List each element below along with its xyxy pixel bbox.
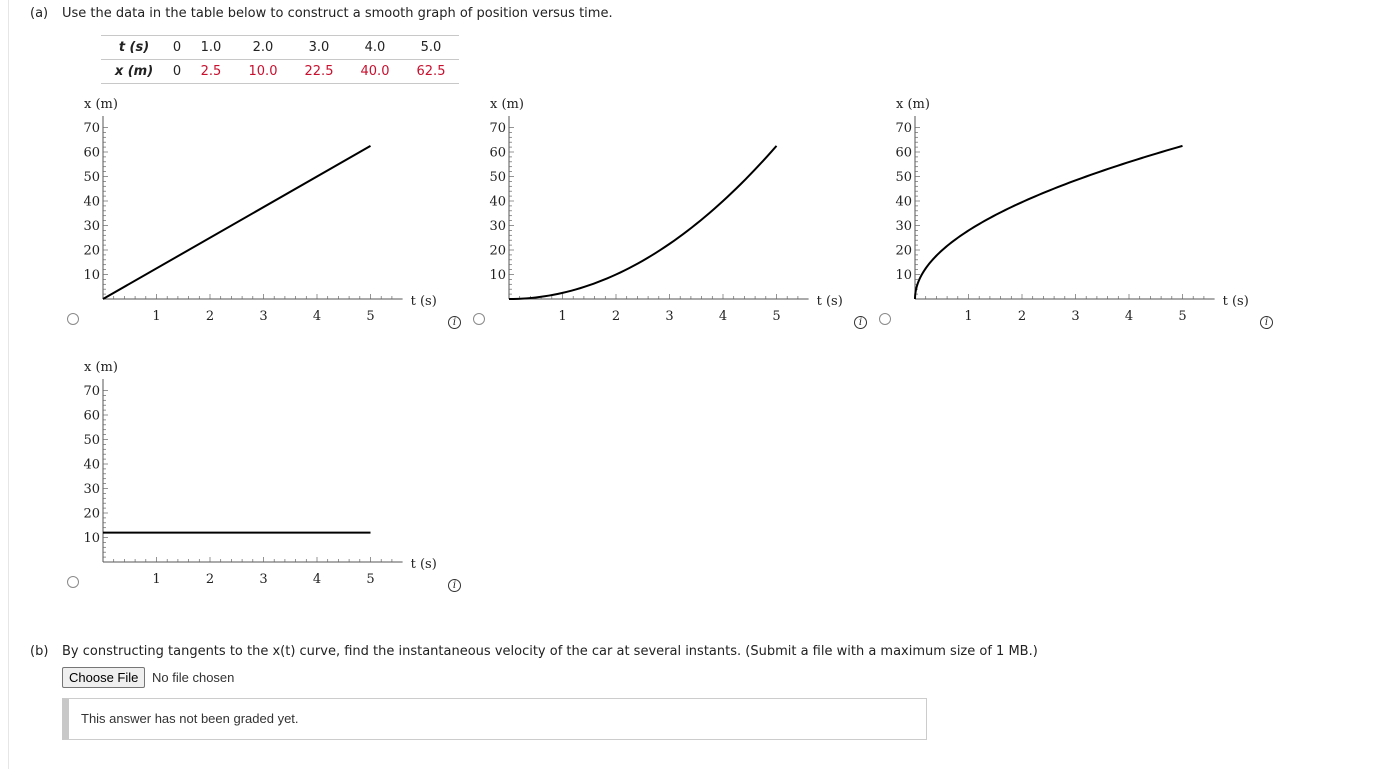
x-tick-label: 1 [964, 309, 973, 324]
x-axis-label: t (s) [1222, 294, 1249, 309]
radio-option-1[interactable] [67, 313, 79, 325]
left-margin-line [8, 0, 9, 769]
part-a-prompt: Use the data in the table below to construct a smooth graph of position versus time. [62, 6, 613, 21]
info-icon[interactable]: i [854, 316, 867, 329]
x-tick-label: 1 [152, 572, 161, 587]
curve-linear [103, 146, 371, 299]
x-tick-label: 5 [366, 309, 375, 324]
x-cell: 2.5 [187, 60, 235, 84]
y-tick-label: 10 [83, 531, 100, 546]
y-axis-label: x (m) [896, 97, 930, 112]
y-tick-label: 50 [489, 170, 506, 185]
part-b-label: (b) [30, 644, 49, 659]
x-axis-label: t (s) [410, 557, 437, 572]
x-cell: 0 [167, 60, 187, 84]
y-tick-label: 70 [895, 121, 912, 136]
y-tick-label: 20 [83, 506, 100, 522]
choose-file-button[interactable]: Choose File [62, 667, 145, 688]
x-tick-label: 4 [1124, 309, 1134, 324]
info-icon[interactable]: i [448, 579, 461, 592]
y-tick-label: 30 [489, 219, 506, 234]
y-tick-label: 40 [83, 457, 100, 473]
t-cell: 2.0 [235, 36, 291, 60]
x-axis-label: t (s) [816, 294, 843, 309]
y-tick-label: 20 [83, 243, 100, 259]
x-tick-label: 2 [1017, 309, 1027, 324]
t-header: t (s) [101, 36, 167, 60]
t-cell: 3.0 [291, 36, 347, 60]
x-header: x (m) [101, 60, 167, 84]
x-tick-label: 4 [312, 572, 322, 587]
y-tick-label: 10 [83, 268, 100, 283]
y-tick-label: 30 [83, 482, 100, 497]
table-row-x [101, 60, 459, 84]
y-tick-label: 30 [83, 219, 100, 234]
graded-status-text: This answer has not been graded yet. [81, 711, 299, 726]
x-cell: 22.5 [291, 60, 347, 84]
x-tick-label: 4 [312, 309, 322, 324]
x-tick-label: 1 [152, 309, 161, 324]
x-tick-label: 4 [718, 309, 728, 324]
radio-option-3[interactable] [879, 313, 891, 325]
file-status: No file chosen [152, 670, 235, 685]
y-tick-label: 20 [895, 243, 912, 259]
curve-quadratic [509, 146, 777, 299]
y-tick-label: 40 [895, 194, 912, 210]
data-table [101, 35, 459, 84]
curve-square-root [915, 146, 1183, 299]
y-tick-label: 30 [895, 219, 912, 234]
y-tick-label: 20 [489, 243, 506, 259]
y-tick-label: 70 [489, 121, 506, 136]
graph-option-4 [60, 355, 440, 595]
position-time-graph [872, 92, 1252, 332]
y-tick-label: 60 [83, 408, 100, 424]
x-tick-label: 2 [611, 309, 621, 324]
graph-option-1 [60, 92, 440, 332]
y-tick-label: 50 [83, 170, 100, 185]
part-a-label: (a) [30, 6, 49, 21]
x-cell: 62.5 [403, 60, 459, 84]
x-tick-label: 3 [665, 309, 674, 324]
y-tick-label: 10 [895, 268, 912, 283]
table-row-t [101, 36, 459, 60]
x-tick-label: 3 [259, 572, 268, 587]
question-a [30, 6, 613, 21]
y-tick-label: 70 [83, 384, 100, 399]
x-cell: 10.0 [235, 60, 291, 84]
graph-option-3 [872, 92, 1252, 332]
question-b [30, 644, 1038, 659]
x-tick-label: 5 [1178, 309, 1187, 324]
y-tick-label: 60 [489, 145, 506, 161]
radio-option-2[interactable] [473, 313, 485, 325]
y-tick-label: 10 [489, 268, 506, 283]
position-time-graph [60, 92, 440, 332]
x-tick-label: 1 [558, 309, 567, 324]
part-b-prompt: By constructing tangents to the x(t) curve, find the instantaneous velocity of the car at several instants. (Submit a file with a maximum size of 1 MB.) [62, 644, 1038, 659]
t-cell: 1.0 [187, 36, 235, 60]
y-tick-label: 60 [895, 145, 912, 161]
x-tick-label: 3 [1071, 309, 1080, 324]
x-tick-label: 5 [366, 572, 375, 587]
t-cell: 4.0 [347, 36, 403, 60]
graded-status-box [62, 698, 927, 740]
x-tick-label: 5 [772, 309, 781, 324]
info-icon[interactable]: i [448, 316, 461, 329]
y-tick-label: 70 [83, 121, 100, 136]
y-tick-label: 40 [489, 194, 506, 210]
y-axis-label: x (m) [84, 97, 118, 112]
t-cell: 0 [167, 36, 187, 60]
x-axis-label: t (s) [410, 294, 437, 309]
info-icon[interactable]: i [1260, 316, 1273, 329]
position-time-graph [60, 355, 440, 595]
y-axis-label: x (m) [490, 97, 524, 112]
x-tick-label: 2 [205, 572, 215, 587]
y-tick-label: 40 [83, 194, 100, 210]
y-tick-label: 60 [83, 145, 100, 161]
y-tick-label: 50 [83, 433, 100, 448]
radio-option-4[interactable] [67, 576, 79, 588]
y-tick-label: 50 [895, 170, 912, 185]
graph-option-2 [466, 92, 846, 332]
x-cell: 40.0 [347, 60, 403, 84]
x-tick-label: 3 [259, 309, 268, 324]
t-cell: 5.0 [403, 36, 459, 60]
position-time-graph [466, 92, 846, 332]
y-axis-label: x (m) [84, 360, 118, 375]
x-tick-label: 2 [205, 309, 215, 324]
